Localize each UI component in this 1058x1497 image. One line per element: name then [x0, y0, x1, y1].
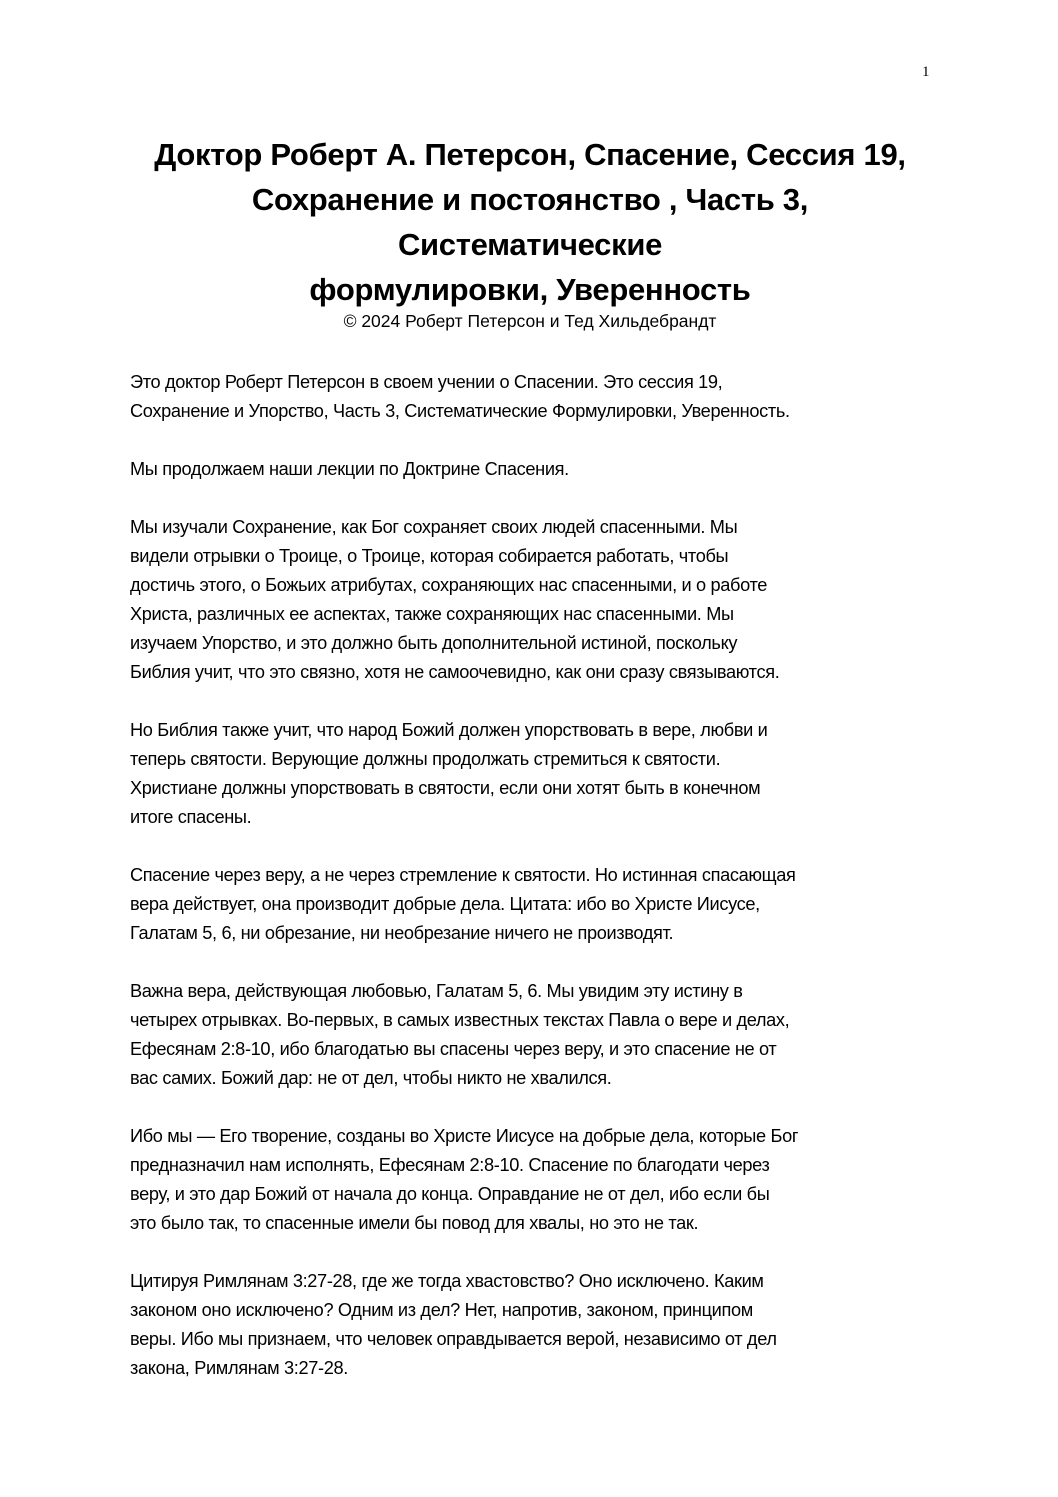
text-line: вера действует, она производит добрые дела. Цитата: ибо во Христе Иисусе, [130, 894, 760, 914]
text-line: Но Библия также учит, что народ Божий должен упорствовать в вере, любви и [130, 720, 768, 740]
text-line: Мы продолжаем наши лекции по Доктрине Спасения. [130, 459, 569, 479]
text-line: это было так, то спасенные имели бы повод для хвалы, но это не так. [130, 1213, 699, 1233]
paragraph [130, 513, 950, 687]
text-line: веру, и это дар Божий от начала до конца. Оправдание не от дел, ибо если бы [130, 1184, 770, 1204]
paragraph [130, 716, 950, 832]
paragraph [130, 861, 950, 948]
text-line: веры. Ибо мы признаем, что человек оправдывается верой, независимо от дел [130, 1329, 777, 1349]
text-line: изучаем Упорство, и это должно быть дополнительной истиной, поскольку [130, 633, 738, 653]
text-line: итоге спасены. [130, 807, 252, 827]
text-line: Христиане должны упорствовать в святости, если они хотят быть в конечном [130, 778, 761, 798]
text-line: Ефесянам 2:8-10, ибо благодатью вы спасены через веру, и это спасение не от [130, 1039, 777, 1059]
text-line: Христа, различных ее аспектах, также сохраняющих нас спасенными. Мы [130, 604, 734, 624]
copyright-notice: © 2024 Роберт Петерсон и Тед Хильдебрандт [343, 311, 717, 331]
title-line: Доктор Роберт А. Петерсон, Спасение, Сессия 19, [154, 137, 906, 172]
text-line: достичь этого, о Божьих атрибутах, сохраняющих нас спасенными, и о работе [130, 575, 767, 595]
text-line: Это доктор Роберт Петерсон в своем учении о Спасении. Это сессия 19, [130, 372, 723, 392]
text-line: Мы изучали Сохранение, как Бог сохраняет своих людей спасенными. Мы [130, 517, 738, 537]
text-line: предназначил нам исполнять, Ефесянам 2:8-10. Спасение по благодати через [130, 1155, 770, 1175]
text-line: Цитируя Римлянам 3:27-28, где же тогда хвастовство? Оно исключено. Каким [130, 1271, 764, 1291]
text-line: Библия учит, что это связно, хотя не самоочевидно, как они сразу связываются. [130, 662, 780, 682]
text-line: Ибо мы — Его творение, созданы во Христе Иисусе на добрые дела, которые Бог [130, 1126, 799, 1146]
paragraph [130, 1267, 950, 1383]
text-line: теперь святости. Верующие должны продолжать стремиться к святости. [130, 749, 721, 769]
text-line: видели отрывки о Троице, о Троице, которая собирается работать, чтобы [130, 546, 729, 566]
text-line: четырех отрывках. Во-первых, в самых известных текстах Павла о вере и делах, [130, 1010, 790, 1030]
title-line: Сохранение и постоянство , Часть 3, [251, 182, 809, 217]
text-line: Галатам 5, 6, ни обрезание, ни необрезание ничего не производят. [130, 923, 674, 943]
text-line: законом оно исключено? Одним из дел? Нет, напротив, законом, принципом [130, 1300, 753, 1320]
text-line: вас самих. Божий дар: не от дел, чтобы никто не хвалился. [130, 1068, 612, 1088]
page-number: 1 [922, 64, 930, 80]
paragraph [130, 977, 950, 1093]
paragraph [130, 368, 950, 426]
text-line: Сохранение и Упорство, Часть 3, Систематические Формулировки, Уверенность. [130, 401, 790, 421]
text-line: Важна вера, действующая любовью, Галатам 5, 6. Мы увидим эту истину в [130, 981, 743, 1001]
paragraph [130, 455, 950, 484]
title-line: формулировки, Уверенность [309, 272, 751, 307]
paragraph [130, 1122, 950, 1238]
title-line: Систематические [397, 227, 663, 262]
document-title [80, 132, 980, 312]
text-line: закона, Римлянам 3:27-28. [130, 1358, 348, 1378]
text-line: Спасение через веру, а не через стремление к святости. Но истинная спасающая [130, 865, 796, 885]
document-body [130, 368, 950, 1412]
